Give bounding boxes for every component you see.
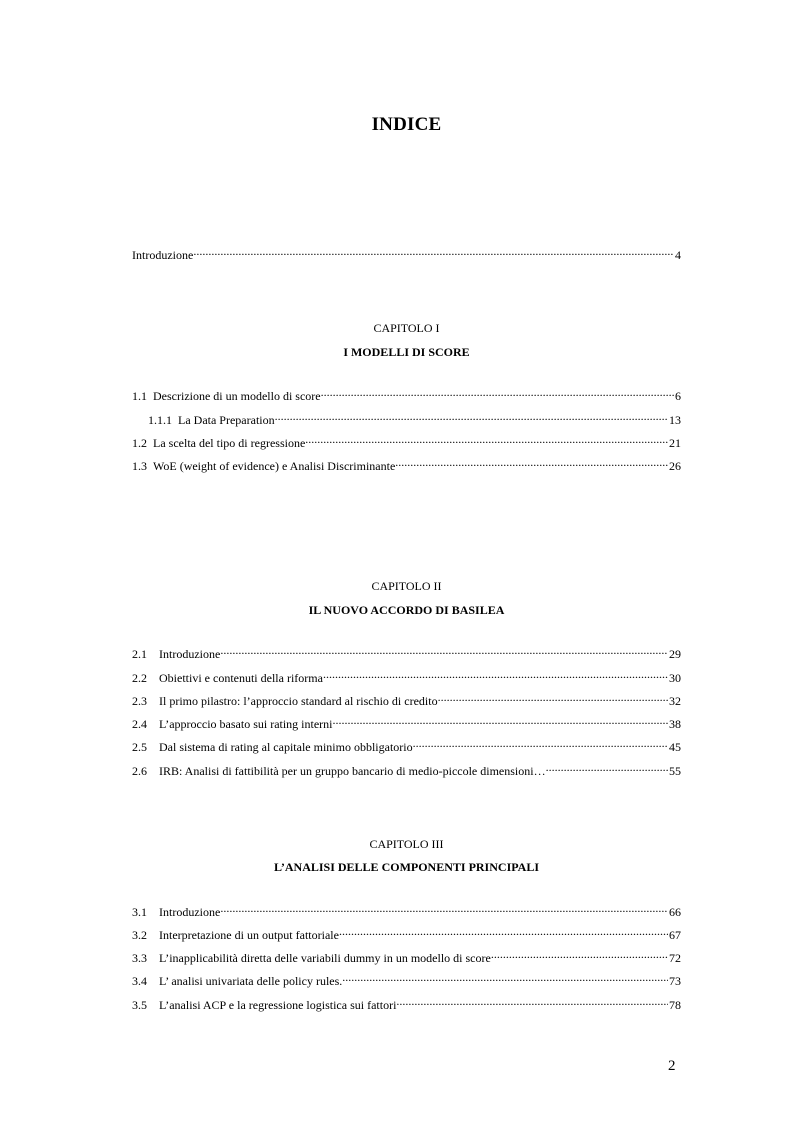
chapter-3-subtitle: L’ANALISI DELLE COMPONENTI PRINCIPALI (273, 860, 540, 874)
toc-entry-label: L’ analisi univariata delle policy rules. (159, 974, 343, 988)
toc-entry-3-2[interactable] (132, 923, 681, 942)
toc-entry-2-2[interactable] (132, 666, 681, 685)
toc-entry-1-3[interactable] (132, 454, 681, 473)
toc-entry-3-4[interactable] (132, 969, 681, 988)
toc-entry-label: La Data Preparation (178, 413, 275, 427)
dot-leader (438, 689, 668, 705)
toc-entry-1-1-1[interactable] (148, 408, 681, 427)
toc-entry-1-2[interactable] (132, 431, 681, 450)
toc-entry-3-3[interactable] (132, 946, 681, 965)
chapter-2-subtitle: IL NUOVO ACCORDO DI BASILEA (308, 603, 505, 617)
chapter-1-heading: CAPITOLO I (373, 321, 440, 335)
toc-entry-label: Interpretazione di un output fattoriale (159, 928, 339, 942)
toc-entry-page: 72 (669, 951, 681, 965)
toc-entry-label: Descrizione di un modello di score (153, 389, 321, 403)
toc-entry-label: Introduzione (159, 905, 221, 919)
toc-entry-number: 2.6 (132, 764, 147, 778)
dot-leader (395, 454, 668, 470)
toc-entry-number: 3.3 (132, 951, 147, 965)
toc-entry-number: 1.2 (132, 436, 147, 450)
chapter-3-heading: CAPITOLO III (369, 837, 444, 851)
toc-entry-3-1[interactable] (132, 900, 681, 919)
dot-leader (220, 900, 668, 916)
toc-entry-label: Introduzione (159, 647, 221, 661)
toc-entry-2-3[interactable] (132, 689, 681, 708)
toc-entry-label: Dal sistema di rating al capitale minimo obbligatorio (159, 740, 413, 754)
dot-leader (546, 759, 668, 775)
toc-entry-page: 66 (669, 905, 681, 919)
toc-entry-label: La scelta del tipo di regressione (153, 436, 306, 450)
toc-entry-number: 1.1.1 (148, 413, 172, 427)
toc-entry-label: L’inapplicabilità diretta delle variabili dummy in un modello di score (159, 951, 491, 965)
toc-entry-label: IRB: Analisi di fattibilità per un gruppo bancario di medio-piccole dimensioni… (159, 764, 546, 778)
toc-entry-page: 78 (669, 998, 681, 1012)
toc-entry-page: 32 (669, 694, 681, 708)
toc-entry-label: Introduzione (132, 248, 194, 262)
dot-leader (333, 712, 668, 728)
toc-entry-page: 38 (669, 717, 681, 731)
dot-leader (220, 642, 668, 658)
page-number: 2 (668, 1058, 676, 1074)
toc-entry-number: 2.1 (132, 647, 147, 661)
toc-entry-1-1[interactable] (132, 384, 681, 403)
dot-leader (396, 993, 668, 1009)
toc-entry-number: 1.1 (132, 389, 147, 403)
dot-leader (342, 969, 668, 985)
dot-leader (491, 946, 668, 962)
toc-entry-page: 4 (675, 248, 681, 262)
toc-entry-label: Obiettivi e contenuti della riforma (159, 671, 323, 685)
dot-leader (321, 384, 674, 400)
dot-leader (413, 735, 668, 751)
toc-entry-label: WoE (weight of evidence) e Analisi Discriminante (153, 459, 396, 473)
toc-entry-page: 21 (669, 436, 681, 450)
toc-entry-label: L’approccio basato sui rating interni (159, 717, 333, 731)
toc-entry-2-5[interactable] (132, 735, 681, 754)
toc-entry-page: 30 (669, 671, 681, 685)
toc-entry-number: 3.5 (132, 998, 147, 1012)
toc-entry-page: 45 (669, 740, 681, 754)
dot-leader (339, 923, 668, 939)
toc-entry-number: 2.5 (132, 740, 147, 754)
toc-entry-2-1[interactable] (132, 642, 681, 661)
toc-entry-page: 29 (669, 647, 681, 661)
toc-entry-page: 73 (669, 974, 681, 988)
toc-entry-number: 1.3 (132, 459, 147, 473)
toc-entry-page: 26 (669, 459, 681, 473)
toc-entry-number: 2.3 (132, 694, 147, 708)
dot-leader (305, 431, 668, 447)
dot-leader (275, 408, 668, 424)
toc-entry-2-6[interactable] (132, 759, 681, 778)
dot-leader (323, 666, 668, 682)
toc-entry-page: 6 (675, 389, 681, 403)
toc-entry-number: 2.2 (132, 671, 147, 685)
chapter-2-heading: CAPITOLO II (371, 579, 442, 593)
toc-entry-number: 3.1 (132, 905, 147, 919)
toc-entry-page: 67 (669, 928, 681, 942)
toc-entry-page: 55 (669, 764, 681, 778)
toc-entry-label: L’analisi ACP e la regressione logistica sui fattori (159, 998, 397, 1012)
toc-entry-2-4[interactable] (132, 712, 681, 731)
toc-entry-number: 3.2 (132, 928, 147, 942)
toc-entry-3-5[interactable] (132, 993, 681, 1012)
toc-entry-label: Il primo pilastro: l’approccio standard al rischio di credito (159, 694, 438, 708)
dot-leader (193, 243, 674, 259)
toc-entry-number: 2.4 (132, 717, 147, 731)
page-title: INDICE (371, 114, 442, 135)
toc-entry-page: 13 (669, 413, 681, 427)
toc-entry-introduzione[interactable] (132, 243, 681, 262)
chapter-1-subtitle: I MODELLI DI SCORE (343, 345, 470, 359)
toc-entry-number: 3.4 (132, 974, 147, 988)
